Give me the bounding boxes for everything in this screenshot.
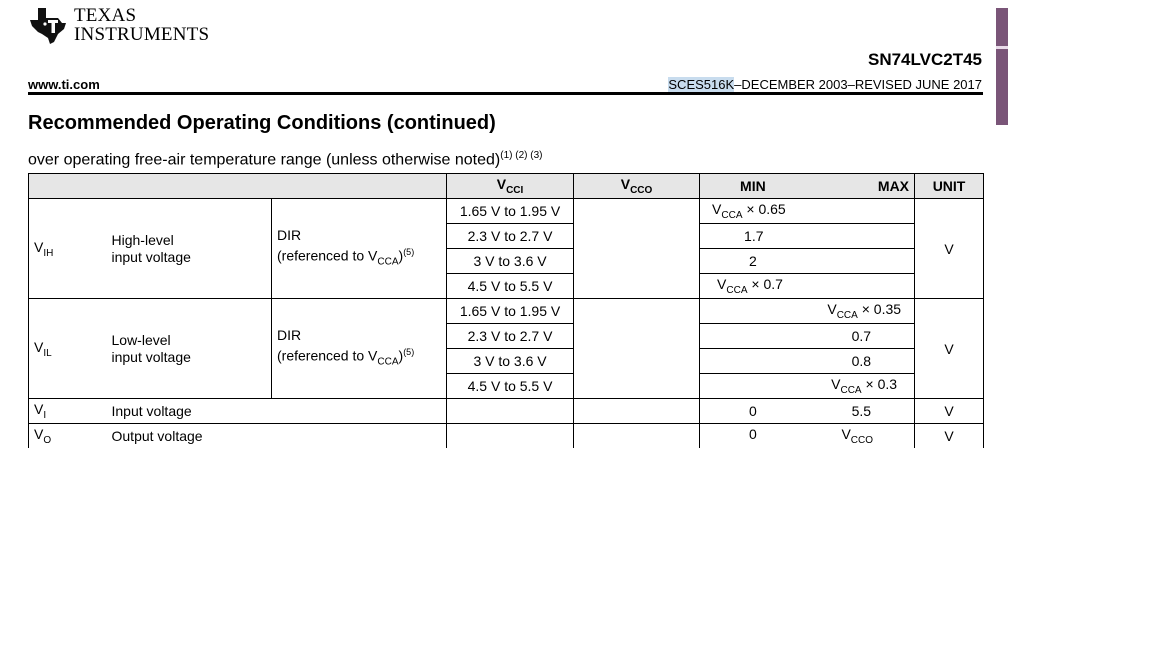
scrollbar-thumb[interactable] (996, 8, 1008, 125)
vo-unit: V (915, 424, 984, 449)
operating-conditions-table (28, 173, 984, 448)
header-rule (28, 92, 983, 95)
header-blank (29, 174, 447, 199)
vi-vcci (447, 399, 574, 424)
footnote-refs[interactable]: (1) (2) (3) (500, 150, 543, 161)
document-info (668, 77, 982, 92)
vih-vcci: 1.65 V to 1.95 V (447, 199, 574, 224)
ti-logo (28, 6, 209, 46)
table-header-row (29, 174, 984, 199)
vil-symbol: $V_{IL}$ (29, 299, 107, 399)
header-vcco: $V_{CCO}$ (574, 174, 700, 199)
vih-min: 1.7 (700, 224, 915, 249)
table-row (29, 299, 984, 324)
vi-symbol: $V_I$ (29, 399, 107, 424)
website-link[interactable]: www.ti.com (28, 77, 100, 92)
vih-vcci: 2.3 V to 2.7 V (447, 224, 574, 249)
vo-description: Output voltage (107, 424, 447, 449)
vil-description: Low-level input voltage (107, 299, 272, 399)
vil-vcci: 1.65 V to 1.95 V (447, 299, 574, 324)
header-unit: UNIT (915, 174, 984, 199)
vih-min: $V_{CCA} \times 0.7$ (700, 274, 915, 299)
vo-min-max: 0 $V_{CCO}$ (700, 424, 915, 449)
texas-state-logo-icon (28, 6, 68, 46)
document-id[interactable]: SCES516K (668, 77, 735, 92)
vih-symbol: $V_{IH}$ (29, 199, 107, 299)
vil-unit: V (915, 299, 984, 399)
vih-min: $V_{CCA} \times 0.65$ (700, 199, 915, 224)
vil-condition: DIR (referenced to $V_{CCA})^{(5)}$ (272, 299, 447, 399)
table-intro: over operating free-air temperature range (unless otherwise noted)$^{(1) (2) (3)}$ (28, 150, 543, 169)
vi-unit: V (915, 399, 984, 424)
vil-max: 0.8 (700, 349, 915, 374)
vil-vcci: 2.3 V to 2.7 V (447, 324, 574, 349)
table-row (29, 424, 984, 449)
table-row (29, 399, 984, 424)
company-name-line2: INSTRUMENTS (74, 24, 210, 45)
vi-vcco (574, 399, 700, 424)
vih-vcco (574, 199, 700, 299)
vi-min-max: 0 5.5 (700, 399, 915, 424)
vih-condition: DIR (referenced to $V_{CCA})^{(5)}$ (272, 199, 447, 299)
vih-min: 2 (700, 249, 915, 274)
header-min-max: MIN MAX (700, 174, 915, 199)
header-vcci: $V_{CCI}$ (447, 174, 574, 199)
vil-max: 0.7 (700, 324, 915, 349)
scrollbar-marker (996, 46, 1008, 49)
vih-description: High-level input voltage (107, 199, 272, 299)
vo-vcco (574, 424, 700, 449)
vih-vcci: 3 V to 3.6 V (447, 249, 574, 274)
vil-vcco (574, 299, 700, 399)
vil-vcci: 3 V to 3.6 V (447, 349, 574, 374)
vil-max: $V_{CCA} \times 0.35$ (700, 299, 915, 324)
vih-unit: V (915, 199, 984, 299)
vo-vcci (447, 424, 574, 449)
vih-vcci: 4.5 V to 5.5 V (447, 274, 574, 299)
company-name-line1: TEXAS (74, 5, 137, 26)
vil-vcci: 4.5 V to 5.5 V (447, 374, 574, 399)
vil-max: $V_{CCA} \times 0.3$ (700, 374, 915, 399)
table-row (29, 199, 984, 224)
part-number: SN74LVC2T45 (867, 50, 982, 69)
vi-description: Input voltage (107, 399, 447, 424)
section-title: Recommended Operating Conditions (continued) (28, 112, 496, 134)
document-dates: –DECEMBER 2003–REVISED JUNE 2017 (734, 77, 982, 92)
vo-symbol: $V_O$ (29, 424, 107, 449)
